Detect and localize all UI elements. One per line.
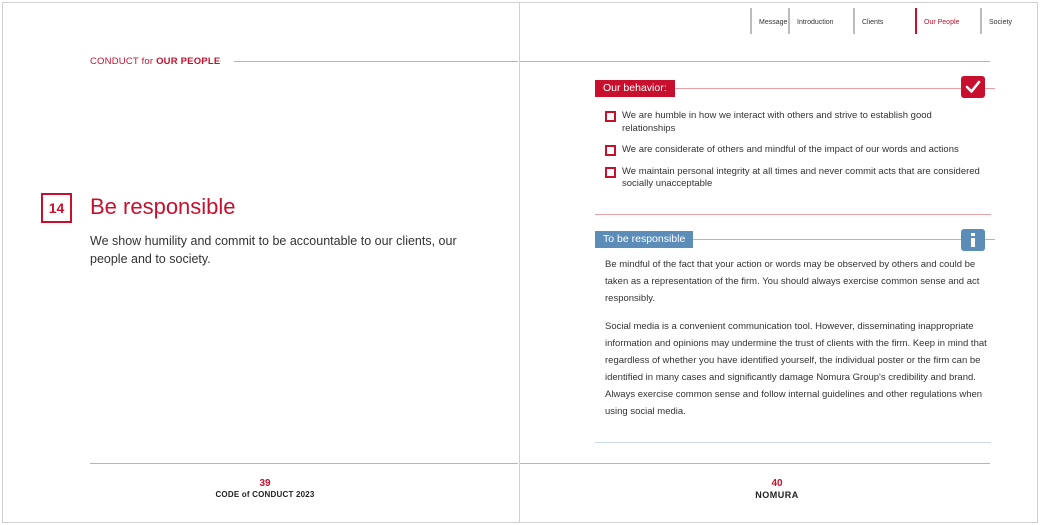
list-item [605,110,985,135]
behavior-text: We are considerate of others and mindful of the impact of our words and actions [622,144,959,155]
list-item [605,144,985,157]
divider [595,442,991,443]
section-prefix: CONDUCT for [90,56,157,67]
top-rule [520,61,990,62]
behavior-rule [675,88,995,89]
list-item [605,166,985,191]
item-number-badge: 14 [41,193,72,223]
page-spine [519,2,520,523]
lead-text: We show humility and commit to be accountable to our clients, our people and to society. [90,234,457,266]
tab-introduction[interactable]: Introduction [788,8,834,34]
info-paragraph-1: Be mindful of the fact that your action or words may be observed by others and could be taken as a representation of the firm. You should always exercise common sense and act responsibly. [605,259,980,304]
behavior-header [595,80,995,97]
tab-clients[interactable]: Clients [853,8,883,34]
info-icon-dot [971,233,975,236]
checkbox-icon [605,145,616,156]
info-rule [693,239,995,240]
footer-rule-left [90,463,518,464]
divider [595,214,991,215]
page-number-left: 39 [259,478,271,489]
section-bold: OUR PEOPLE [156,56,221,67]
section-tabs [0,8,1040,38]
info-header [595,231,995,248]
page-title: Be responsible [90,194,236,219]
checkbox-icon [605,111,616,122]
page-number-right: 40 [771,478,783,489]
info-paragraph-2: Social media is a convenient communication tool. However, disseminating inappropriate information and opinions may undermine the trust of clients with the firm. Keep in mind that regardless of whether you have identified yourself, the individual poster or the firm can be identified in many cases and significantly damage Nomura Group's credibility and brand. Always exercise common sense and follow internal guidelines and other regulations when using social media. [605,321,987,417]
info-icon [961,229,985,251]
behavior-list [605,110,985,200]
behavior-text: We maintain personal integrity at all times and never commit acts that are considered socially unacceptable [622,165,980,189]
footer-rule-right [520,463,990,464]
tab-society[interactable]: Society [980,8,1012,34]
checkbox-icon [605,167,616,178]
behavior-text: We are humble in how we interact with others and strive to establish good relationships [622,110,932,134]
tab-our-people[interactable]: Our People [915,8,959,34]
section-label [90,56,220,67]
section-header [90,56,518,67]
section-rule [234,61,518,62]
brand-logo: NOMURA [755,490,799,500]
info-heading: To be responsible [595,231,693,248]
info-icon-bar [971,238,975,247]
tab-message[interactable]: Message [750,8,787,34]
checkmark-icon [961,76,985,98]
behavior-heading: Our behavior: [595,80,675,97]
footer-title: CODE of CONDUCT 2023 [215,490,315,499]
